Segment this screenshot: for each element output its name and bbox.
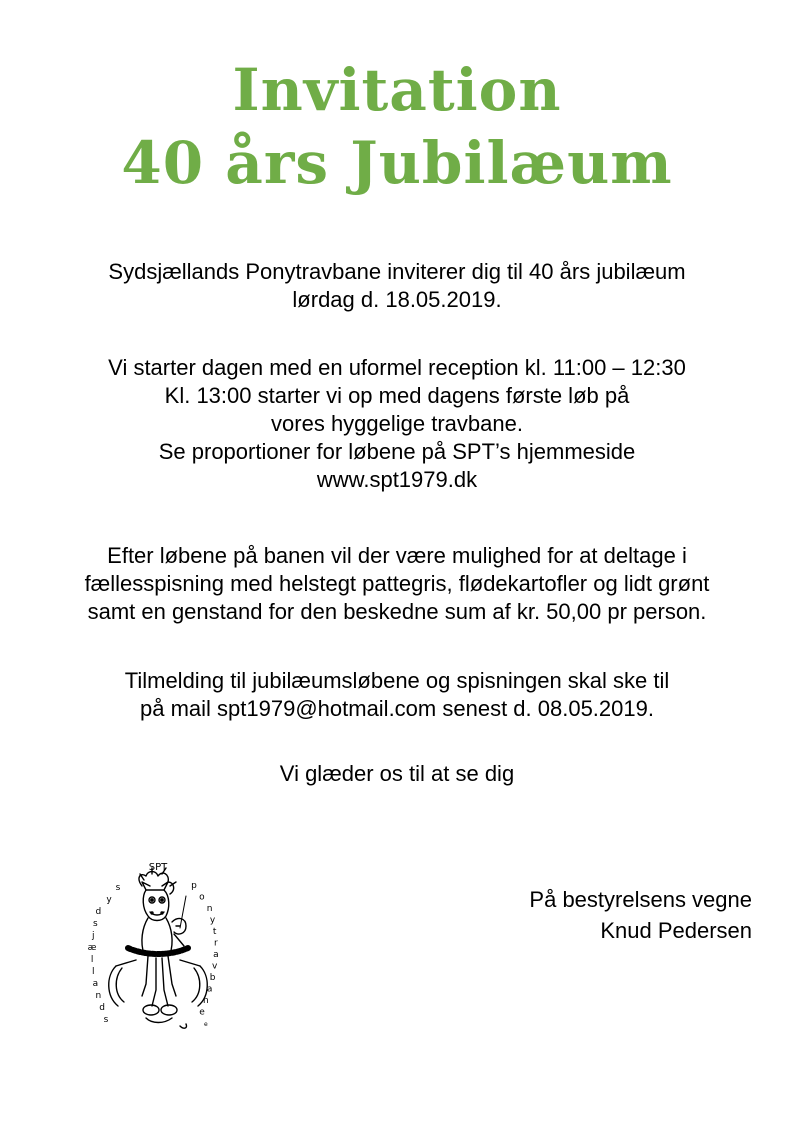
logo-letter: a [92,979,99,989]
logo-letter: l [90,955,94,965]
title-line-jubilee: 40 års Jubilæum [121,129,673,197]
paragraph-closing [0,760,794,788]
logo-letter: y [209,915,216,926]
paragraph-registration [0,667,794,723]
text-line: Vi starter dagen med en uformel reception kl. 11:00 – 12:30 [108,355,686,380]
text-line: Sydsjællands Ponytravbane inviterer dig til 40 års jubilæum [108,259,686,284]
logo-letter: n [203,996,209,1006]
logo-letter: æ [87,943,97,953]
text-line: Tilmelding til jubilæumsløbene og spisningen skal ske til [124,668,670,693]
title-line-invitation: Invitation [232,56,562,124]
signature-name: Knud Pedersen [600,918,752,943]
logo-letter: o [199,892,205,903]
text-line: vores hyggelige travbane. [271,411,523,436]
text-line: Efter løbene på banen vil der være mulighed for at deltage i [107,543,687,568]
signature-role: På bestyrelsens vegne [529,887,752,912]
logo-letter: b [209,973,216,983]
paragraph-dinner [0,542,794,626]
logo-letter: l [92,967,95,977]
logo-letter: j [92,931,95,941]
logo-letter: s [93,919,98,929]
logo-letter: n [206,904,213,914]
logo-letter: a [206,984,213,995]
logo-letter: p [191,881,197,891]
logo-letter: n [95,991,102,1001]
logo-letter: y [106,895,112,905]
text-line: samt en genstand for den beskedne sum af kr. 50,00 pr person. [87,599,707,624]
text-line: Kl. 13:00 starter vi op med dagens første løb på [164,383,630,408]
logo-letter: v [212,961,218,972]
text-line: Vi glæder os til at se dig [279,761,515,786]
website-text: www.spt1979.dk [316,467,478,492]
logo-letter: t [212,927,217,937]
logo-letter: e [199,1007,205,1018]
logo-small-mark: e [204,1021,208,1028]
logo-letter: r [214,938,218,949]
logo-letter: s [115,883,121,893]
text-line: lørdag d. 18.05.2019. [292,287,502,312]
text-line: fællesspisning med helstegt pattegris, flødekartofler og lidt grønt [84,571,710,596]
logo-letter: d [99,1003,105,1013]
paragraph-schedule [0,354,794,494]
logo-letter: d [95,907,102,917]
logo-letter: a [213,950,219,960]
paragraph-invitation [0,258,794,314]
text-line: på mail spt1979@hotmail.com senest d. 08.05.2019. [140,696,654,721]
logo-letter: s [103,1015,109,1025]
spt-logo [76,856,241,1051]
pony-sulky-logo-icon [76,856,241,1051]
signature-block [529,884,752,946]
text-line: Se proportioner for løbene på SPT’s hjemmeside [158,439,636,464]
logo-top-text: SPT [148,862,168,873]
